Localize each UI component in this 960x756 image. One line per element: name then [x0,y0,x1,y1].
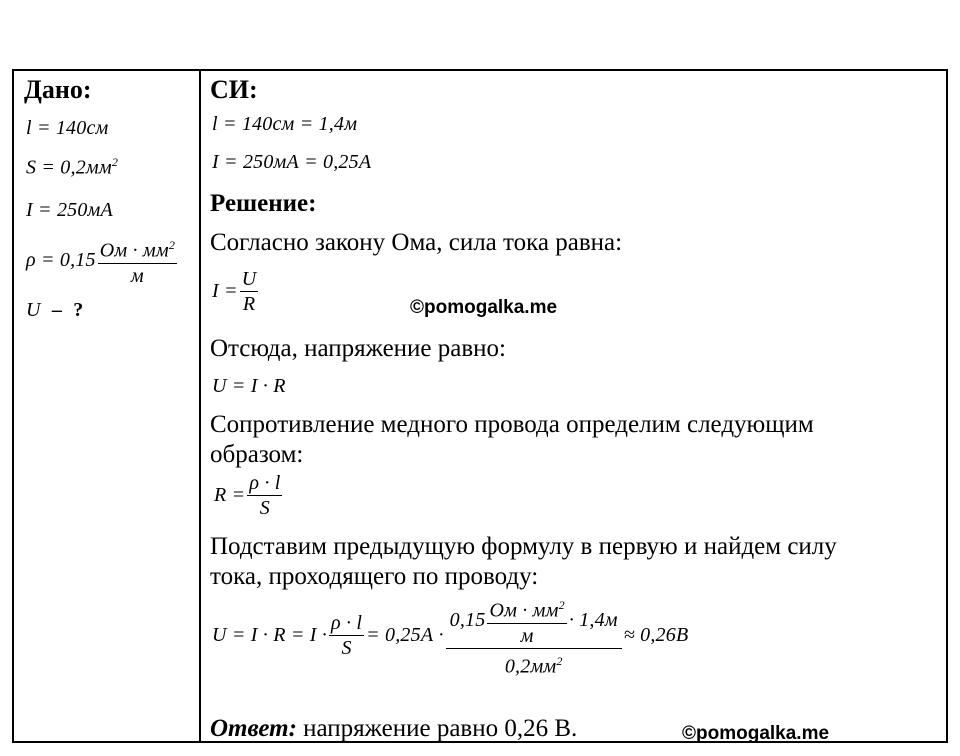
watermark-center: ©pomogalka.me [410,297,558,318]
given-area-value: S = 0,2мм [26,156,112,179]
formula-final-small-fraction [329,611,364,660]
given-unknown [26,299,83,322]
formula-final-inner-numerator: Ом · $мм^2$ [487,593,566,624]
formula-final-inner-fraction [487,593,566,648]
formula-final-mid: = 0,25А · [366,624,444,647]
formula-ohm-numerator: U [241,268,257,290]
given-rho-denominator: м [130,264,144,287]
given-area-exp: 2 [111,155,119,169]
answer-text: напряжение равно 0,26 В. [303,715,578,742]
solution-text-2: Отсюда, напряжение равно: [210,335,506,362]
answer-label: Ответ: [210,715,297,742]
formula-resistance-denominator: S [259,497,270,519]
given-current: I = 250мА [26,199,113,221]
formula-resistance-fraction [247,471,282,520]
formula-final-big-fraction [446,593,622,678]
si-header: СИ: [210,75,258,104]
si-length: l = 140см = 1,4м [212,113,358,135]
solution-text-4a: Подставим предыдущую формулу в первую и найдем силу [210,533,837,560]
formula-ohm-denominator: R [242,293,256,315]
formula-final-inner-denominator: м [520,624,534,647]
si-current: I = 250мА = 0,25А [212,151,372,173]
formula-final-lhs: U = I · R = I · [212,624,327,647]
column-divider [199,71,201,741]
given-resistivity [26,233,179,288]
formula-resistance-numerator: ρ · l [249,472,281,494]
unknown-variable: U [26,299,41,321]
formula-final-big-denominator: $0,2мм^2$ [504,653,563,678]
solution-header: Решение: [210,190,317,217]
formula-ohm-fraction [240,267,259,316]
given-length: l = 140см [26,117,109,139]
solution-text-3a: Сопротивление медного провода определим следующим [210,411,814,438]
formula-ohm-law [212,267,260,316]
given-rho-numerator: Ом · $мм^2$ [98,233,177,264]
formula-resistance-lhs: R = [214,484,246,506]
unknown-question: ? [73,299,84,321]
given-area [26,155,118,180]
solution-table [12,69,948,743]
formula-final [212,593,688,678]
unknown-dash: – [51,299,63,321]
formula-final-rhs: ≈ 0,26В [623,624,689,647]
formula-final-big-numerator: 0,15 $\frac{Ом \cdot мм^2}{м}$ · 1,4м [446,593,622,649]
given-rho-fraction [98,233,177,288]
formula-voltage: U = I · R [212,375,286,397]
solution-text-1: Согласно закону Ома, сила тока равна: [210,229,623,256]
watermark-bottom: ©pomogalka.me [682,723,830,744]
formula-resistance [214,471,284,520]
formula-final-small-numerator: ρ · l [330,612,363,635]
formula-final-small-denominator: S [341,637,352,660]
formula-ohm-lhs: I = [212,280,238,302]
answer-line [210,715,577,743]
solution-text-3b: образом: [210,441,304,468]
given-rho-prefix: ρ = 0,15 [26,248,96,271]
given-header: Дано: [24,75,92,104]
solution-text-4b: тока, проходящего по проводу: [210,563,539,590]
